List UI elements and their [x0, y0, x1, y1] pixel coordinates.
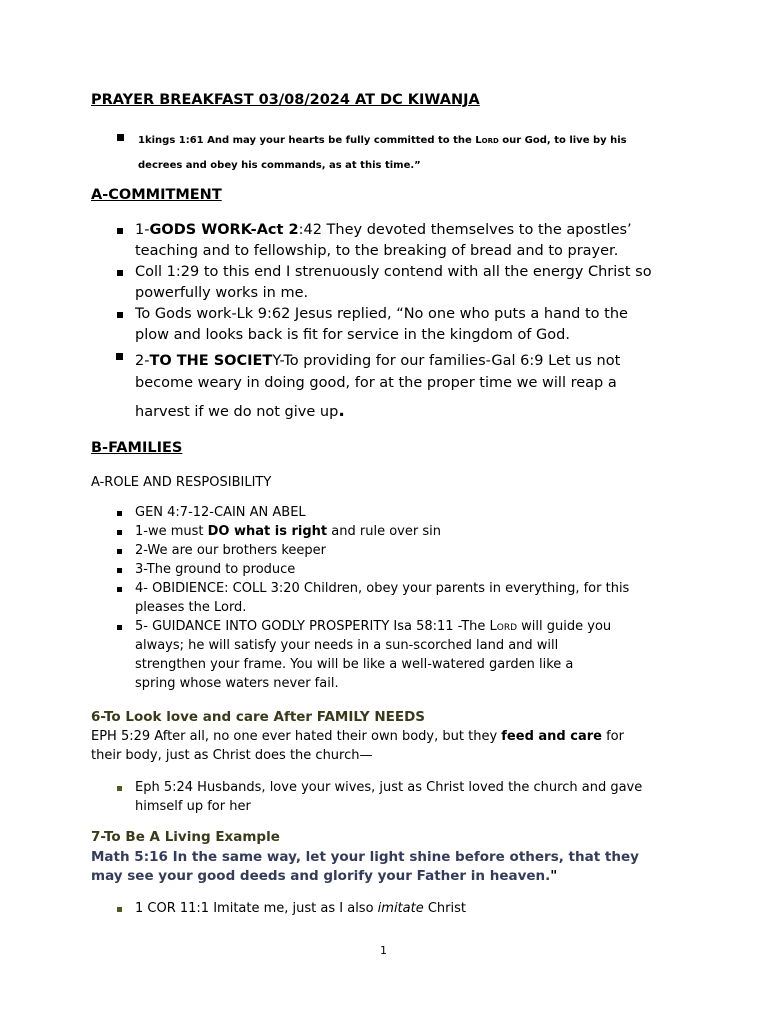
square-bullet-icon — [117, 228, 123, 234]
square-bullet-icon — [117, 786, 122, 791]
item-bold: TO THE SOCIET — [149, 353, 273, 369]
item-text: teaching and to fellowship, to the breaking of bread and to prayer. — [135, 243, 619, 259]
item-text: will guide you — [517, 619, 612, 634]
families-item-3: 2-We are our brothers keeper — [135, 543, 326, 558]
item-text: and rule over sin — [327, 524, 441, 539]
square-bullet-icon — [117, 549, 122, 554]
item-italic: imitate — [377, 901, 424, 916]
intro-text: 1kings 1:61 And may your hearts be fully committed to the — [138, 135, 476, 146]
item-text: 4- OBIDIENCE: COLL 3:20 Children, obey your parents in everything, for this — [135, 581, 630, 596]
intro-verse-line-1 — [138, 128, 627, 153]
page-number: 1 — [380, 944, 387, 957]
lord-smallcaps: Lord — [489, 619, 518, 634]
square-bullet-icon — [117, 312, 123, 318]
square-bullet-icon — [117, 270, 123, 276]
square-bullet-icon — [117, 134, 124, 141]
item-text: To Gods work-Lk 9:62 Jesus replied, “No one who puts a hand to the — [135, 306, 628, 322]
families-item-6 — [135, 617, 611, 693]
square-bullet-icon — [117, 907, 122, 912]
square-bullet-icon — [117, 568, 122, 573]
section-b-subheading: A-ROLE AND RESPOSIBILITY — [91, 475, 272, 490]
item-text: pleases the Lord. — [135, 600, 247, 615]
item-text: harvest if we do not give up — [135, 404, 339, 420]
item-text: always; he will satisfy your needs in a sun-scorched land and will — [135, 638, 559, 653]
item-text: 1-we must — [135, 524, 208, 539]
cor-11-1-item — [135, 899, 466, 918]
item-text: Eph 5:24 Husbands, love your wives, just as Christ loved the church and gave — [135, 780, 643, 795]
math-5-16-verse — [91, 848, 639, 886]
item-text: spring whose waters never fail. — [135, 676, 339, 691]
intro-verse-line-2: decrees and obey his commands, as at this time.” — [138, 160, 421, 171]
families-item-2 — [135, 522, 441, 541]
item-text: 5- GUIDANCE INTO GODLY PROSPERITY Isa 58:11 -The — [135, 619, 490, 634]
intro-text: our God, to live by his — [498, 135, 627, 146]
item-text: strengthen your frame. You will be like a well-watered garden like a — [135, 657, 574, 672]
eph-5-24-item — [135, 778, 642, 816]
commitment-item-2 — [135, 262, 652, 304]
item-text: Coll 1:29 to this end I strenuously contend with all the energy Christ so — [135, 264, 652, 280]
commitment-item-4-line-3 — [135, 401, 345, 423]
family-needs-heading: 6-To Look love and care After FAMILY NEEDS — [91, 709, 426, 725]
item-bold: DO what is right — [207, 524, 328, 539]
square-bullet-icon — [116, 353, 123, 360]
item-text: powerfully works in me. — [135, 285, 309, 301]
page-title: PRAYER BREAKFAST 03/08/2024 AT DC KIWANJA — [91, 92, 480, 108]
section-b-heading: B-FAMILIES — [91, 440, 183, 456]
section-a-heading: A-COMMITMENT — [91, 187, 222, 203]
commitment-item-1 — [135, 220, 632, 262]
commitment-item-3 — [135, 304, 628, 346]
item-text: Christ — [423, 901, 466, 916]
lord-smallcaps: Lord — [475, 135, 499, 146]
living-example-heading: 7-To Be A Living Example — [91, 829, 280, 845]
item-text: 1 COR 11:1 Imitate me, just as I also — [135, 901, 378, 916]
item-text: become weary in doing good, for at the proper time we will reap a — [135, 375, 617, 391]
item-number: 2- — [135, 353, 150, 369]
verse-text: " — [550, 868, 558, 884]
families-item-5 — [135, 579, 629, 617]
item-text: Y-To providing for our families-Gal 6:9 Let us not — [272, 353, 621, 369]
verse-text: Math 5:16 In the same way, let your light shine before others, that they — [91, 849, 639, 865]
item-number: 1- — [135, 222, 150, 238]
families-item-4: 3-The ground to produce — [135, 562, 296, 577]
commitment-item-4 — [135, 350, 620, 394]
eph-5-29-verse — [91, 727, 624, 765]
verse-text: their body, just as Christ does the church— — [91, 748, 373, 763]
verse-text: may see your good deeds and glorify your Father in heaven. — [91, 868, 551, 884]
item-text: . — [338, 401, 345, 421]
families-item-1: GEN 4:7-12-CAIN AN ABEL — [135, 505, 306, 520]
square-bullet-icon — [117, 587, 122, 592]
item-text: :42 They devoted themselves to the apostles’ — [298, 222, 632, 238]
verse-text: for — [601, 729, 624, 744]
verse-bold: feed and care — [501, 729, 602, 744]
square-bullet-icon — [117, 511, 122, 516]
verse-text: EPH 5:29 After all, no one ever hated their own body, but they — [91, 729, 502, 744]
item-bold: GODS WORK-Act 2 — [149, 222, 299, 238]
square-bullet-icon — [117, 625, 122, 630]
item-text: plow and looks back is fit for service in the kingdom of God. — [135, 327, 570, 343]
square-bullet-icon — [117, 530, 122, 535]
item-text: himself up for her — [135, 799, 251, 814]
